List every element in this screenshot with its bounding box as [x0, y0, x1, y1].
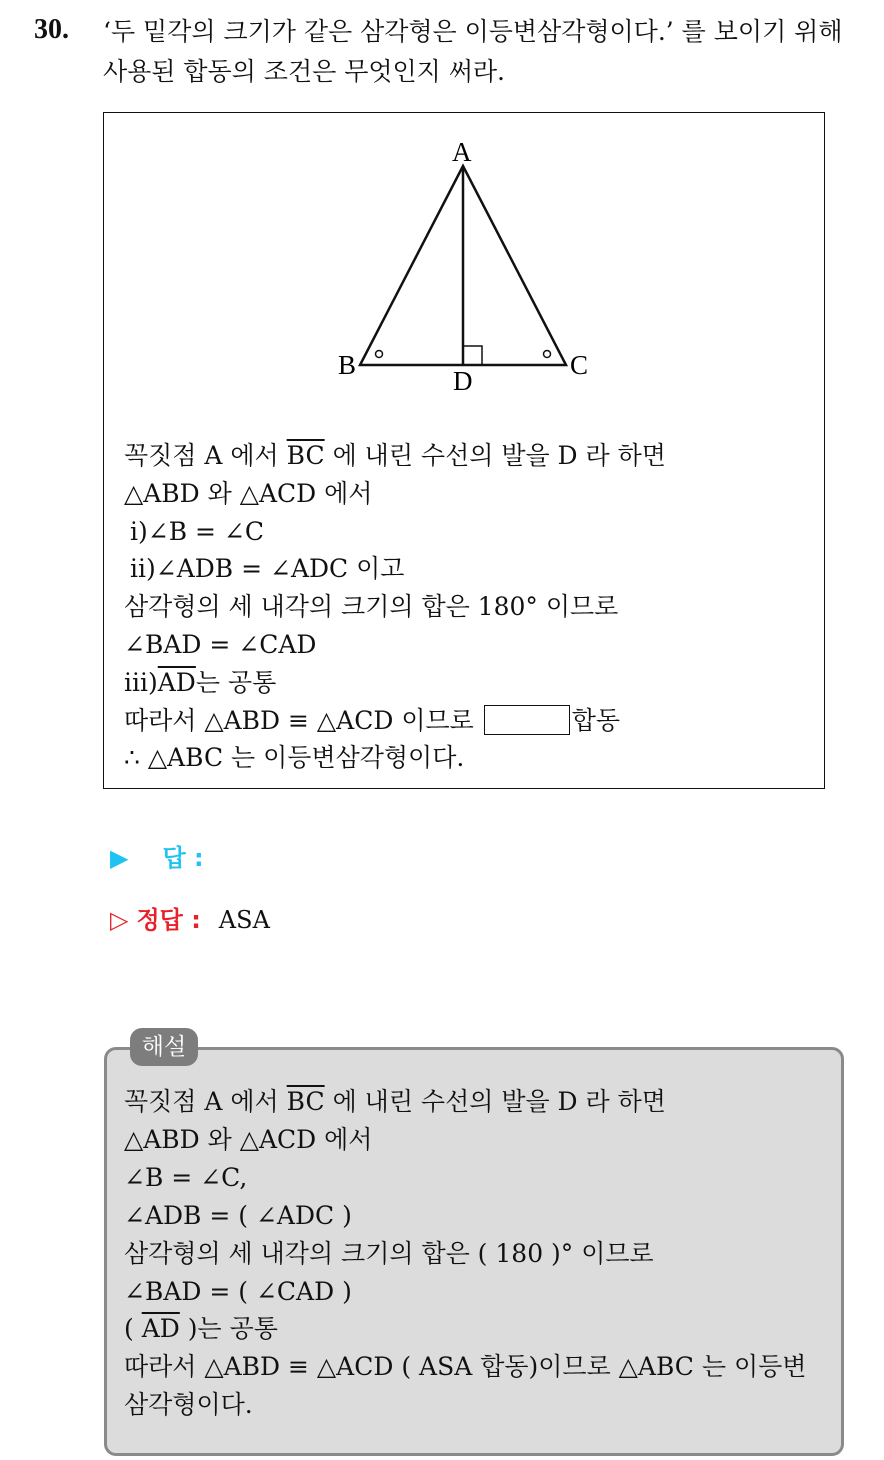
- solution-line-5: 삼각형의 세 내각의 크기의 합은 ( 180 )° 이므로: [124, 1238, 654, 1268]
- question-number: 30.: [34, 14, 69, 45]
- solution-line-4: ∠ADB = ( ∠ADC ): [124, 1200, 352, 1230]
- answer-label: 답 :: [162, 844, 204, 872]
- proof-line-5: 삼각형의 세 내각의 크기의 합은 180° 이므로: [124, 592, 619, 622]
- proof-line-3: ⅰ)∠B = ∠C: [130, 516, 264, 546]
- solution-line-8: 따라서 △ABD ≡ △ACD ( ASA 합동)이므로 △ABC 는 이등변 삼각형이다.: [124, 1352, 807, 1420]
- triangle-figure: [330, 130, 600, 400]
- answer-marker-icon: ▶: [110, 844, 129, 872]
- proof-line-7: $ⅲ)\overline{AD}$는 공통: [124, 667, 277, 697]
- vertex-label-a: A: [452, 137, 472, 167]
- proof-line-6: ∠BAD = ∠CAD: [124, 629, 317, 659]
- segment-bc: $\overline{BC}$: [286, 441, 325, 470]
- proof-line-9: ∴ △ABC 는 이등변삼각형이다.: [124, 743, 465, 773]
- vertex-label-b: B: [338, 350, 357, 380]
- correct-answer-value: ASA: [218, 906, 270, 934]
- proof-line-8: 따라서 △ABD ≡ △ACD 이므로 합동: [124, 705, 621, 735]
- solution-line-7: ( $\overline{AD}$ )는 공통: [124, 1314, 278, 1344]
- solution-line-6: ∠BAD = ( ∠CAD ): [124, 1276, 352, 1306]
- proof-line-4: ⅱ)∠ADB = ∠ADC 이고: [130, 554, 405, 584]
- answer-row: [110, 838, 204, 873]
- segment-ad: $\overline{AD}$: [157, 667, 196, 697]
- solution-line-2: △ABD 와 △ACD 에서: [124, 1124, 373, 1154]
- correct-answer-label: 정답 :: [136, 906, 201, 934]
- correct-marker-icon: ▷: [110, 906, 129, 934]
- proof-line-1: 꼭짓점 A 에서 $\overline{BC}$ 에 내린 수선의 발을 D 라 하면: [124, 441, 666, 470]
- solution-text: [124, 1083, 829, 1424]
- proof-text: [124, 437, 666, 777]
- solution-line-1: 꼭짓점 A 에서 $\overline{BC}$ 에 내린 수선의 발을 D 라 하면: [124, 1087, 666, 1116]
- solution-segment-bc: $\overline{BC}$: [286, 1087, 325, 1116]
- correct-answer-row: [110, 900, 270, 935]
- angle-mark-b: [376, 351, 383, 358]
- proof-line-2: △ABD 와 △ACD 에서: [124, 478, 373, 508]
- vertex-label-c: C: [570, 350, 589, 380]
- solution-line-3: ∠B = ∠C,: [124, 1162, 248, 1192]
- solution-segment-ad: $\overline{AD}$: [141, 1314, 180, 1344]
- question-text: ‘두 밑각의 크기가 같은 삼각형은 이등변삼각형이다.’ 를 보이기 위해 사용된 합동의 조건은 무엇인지 써라.: [103, 17, 843, 86]
- right-angle-mark: [463, 346, 482, 365]
- angle-mark-c: [544, 351, 551, 358]
- answer-blank: [484, 705, 570, 735]
- vertex-label-d: D: [453, 366, 473, 396]
- solution-tag: 해설: [130, 1028, 198, 1066]
